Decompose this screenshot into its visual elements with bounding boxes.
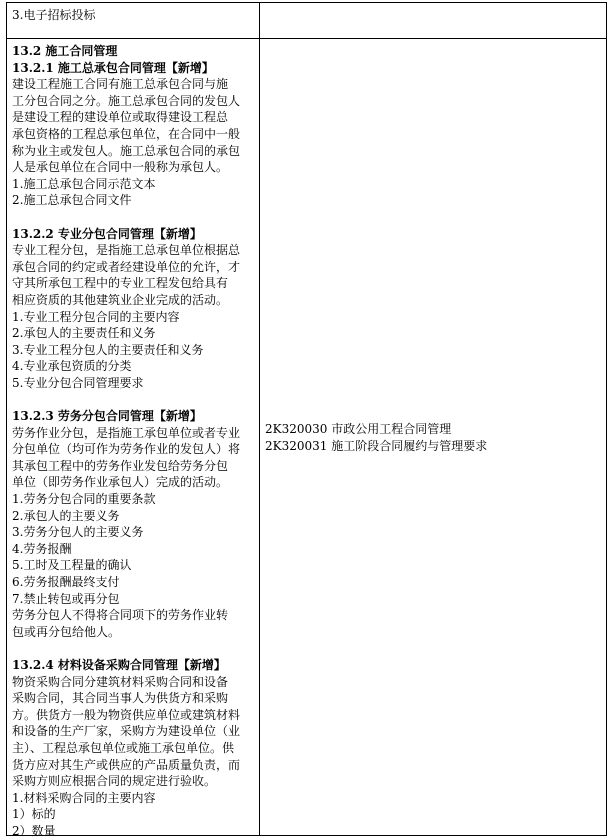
body-line: 其承包工程中的劳务作业发包给劳务分包 <box>12 458 229 473</box>
spacer <box>12 640 256 657</box>
body-line: 方。供货方一般为物资供应单位或建筑材料 <box>12 707 241 722</box>
body-line: 和设备的生产厂家，采购方为建设单位（业 <box>12 724 241 739</box>
list-item: 3.劳务分包人的主要义务 <box>12 525 144 540</box>
subsection-title-1: 13.2.1 施工总承包合同管理【新增】 <box>12 60 214 75</box>
list-item: 4.劳务报酬 <box>12 541 72 556</box>
body-line: 采购合同，其合同当事人为供货方和采购 <box>12 691 229 706</box>
list-item: 2.承包人的主要义务 <box>12 508 120 523</box>
right-heading: 2K320030 市政公用工程合同管理 <box>265 422 452 436</box>
list-item: 3.专业工程分包人的主要责任和义务 <box>12 342 204 357</box>
body-line: 采购方则应根据合同的规定进行验收。 <box>12 774 217 789</box>
list-item: 1.专业工程分包合同的主要内容 <box>12 309 180 324</box>
body-line: 货方应对其生产或供应的产品质量负责，而 <box>12 757 241 772</box>
body-line: 包或再分包给他人。 <box>12 624 121 639</box>
list-item: 1）标的 <box>12 807 56 822</box>
body-line: 劳务分包人不得将合同项下的劳务作业转 <box>12 608 229 623</box>
list-item: 1.劳务分包合同的重要条款 <box>12 492 156 507</box>
list-item: 6.劳务报酬最终支付 <box>12 575 120 589</box>
list-item: 1.施工总承包合同示范文本 <box>12 176 156 191</box>
list-item: 5.专业分包合同管理要求 <box>12 375 144 390</box>
body-line: 是建设工程的建设单位或取得建设工程总 <box>12 110 229 125</box>
section-title: 13.2 施工合同管理 <box>12 44 118 58</box>
body-line: 承包合同的约定或者经建设单位的允许，才 <box>12 259 241 274</box>
list-item: 1.材料采购合同的主要内容 <box>12 790 156 805</box>
body-line: 承包资格的工程总承包单位，在合同中一般 <box>12 126 241 141</box>
column-divider <box>259 3 260 835</box>
subsection-title-3: 13.2.3 劳务分包合同管理【新增】 <box>12 409 202 424</box>
right-subheading: 2K320031 施工阶段合同履约与管理要求 <box>265 439 488 453</box>
list-item: 7.禁止转包或再分包 <box>12 591 120 606</box>
list-item: 2）数量 <box>12 823 56 838</box>
body-line: 劳务作业分包，是指施工承包单位或者专业 <box>12 425 241 440</box>
body-line: 人是承包单位在合同中一般称为承包人。 <box>12 160 229 175</box>
body-line: 分包单位（均可作为劳务作业的发包人）将 <box>12 442 241 457</box>
comparison-table <box>6 2 607 836</box>
spacer <box>12 209 256 226</box>
body-line: 称为业主或发包人。施工总承包合同的承包 <box>12 143 241 158</box>
subsection-title-4: 13.2.4 材料设备采购合同管理【新增】 <box>12 657 226 672</box>
body-line: 专业工程分包，是指施工总承包单位根据总 <box>12 243 241 258</box>
list-item: 5.工时及工程量的确认 <box>12 558 132 573</box>
top-left-cell: 3.电子招标投标 <box>12 8 96 22</box>
body-line: 单位（即劳务作业承包人）完成的活动。 <box>12 475 229 490</box>
body-line: 相应资质的其他建筑业企业完成的活动。 <box>12 292 229 307</box>
body-line: 守其所承包工程中的专业工程发包给具有 <box>12 276 229 291</box>
list-item: 2.承包人的主要责任和义务 <box>12 326 156 341</box>
body-line: 主）、工程总承包单位或施工承包单位。供 <box>12 740 235 755</box>
subsection-title-2: 13.2.2 专业分包合同管理【新增】 <box>12 226 202 241</box>
right-column <box>265 421 605 455</box>
left-column <box>12 43 256 840</box>
body-line: 建设工程施工合同有施工总承包合同与施 <box>12 77 229 92</box>
list-item: 2.施工总承包合同文件 <box>12 193 132 208</box>
row-divider <box>7 38 606 39</box>
body-line: 工分包合同之分。施工总承包合同的发包人 <box>12 93 241 108</box>
list-item: 4.专业承包资质的分类 <box>12 359 132 374</box>
spacer <box>12 391 256 408</box>
body-line: 物资采购合同分建筑材料采购合同和设备 <box>12 674 229 689</box>
